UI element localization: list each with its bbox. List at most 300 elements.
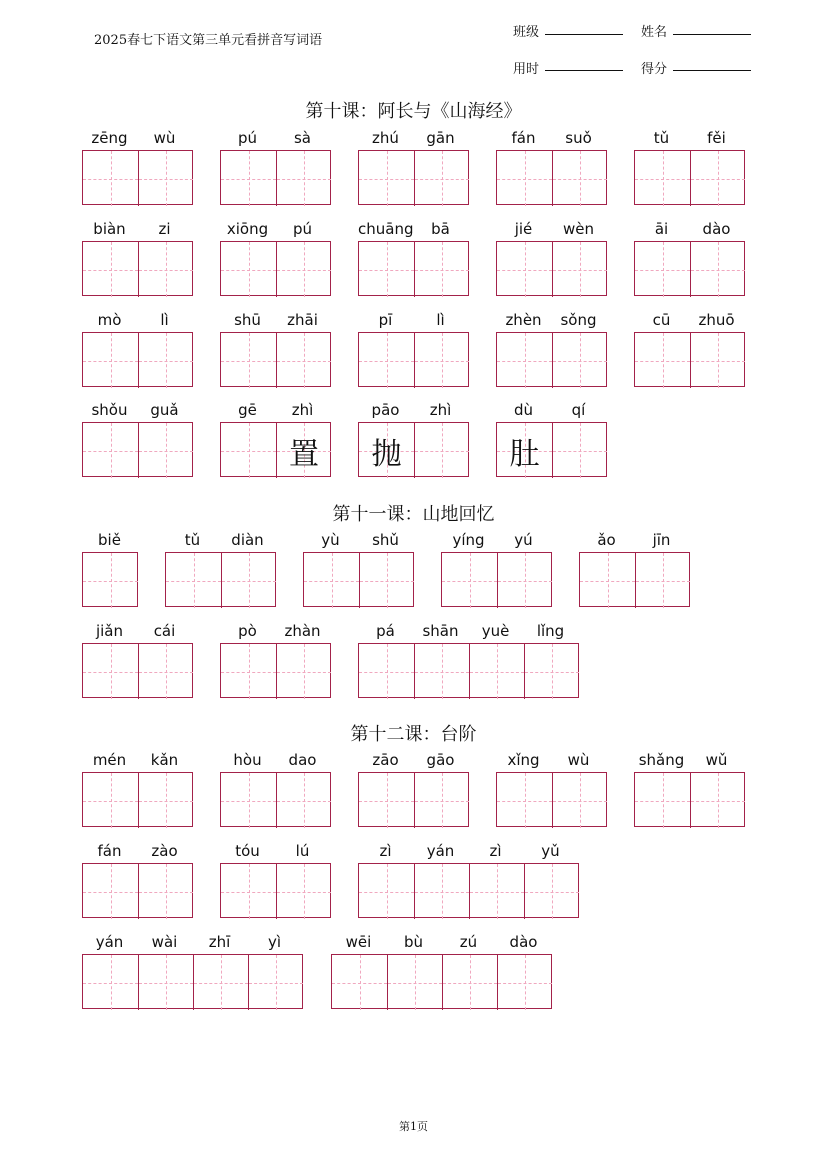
pinyin-syllable: yì [267,933,282,951]
pinyin-syllable: dao [288,751,317,769]
pinyin-syllable: zēng [91,129,128,147]
writing-cell[interactable] [221,864,276,919]
pinyin-syllable: gān [426,129,455,147]
given-character [442,553,497,608]
writing-grid [331,954,552,1009]
writing-grid [496,150,607,205]
pinyin-syllable: jiǎn [95,622,124,640]
pinyin-row [82,400,192,420]
writing-cell[interactable] [690,333,745,388]
given-character [553,773,607,828]
given-character [222,553,276,608]
pinyin-syllable: bā [431,220,450,238]
writing-cell[interactable] [83,955,138,1010]
writing-cell[interactable] [635,151,690,206]
writing-grid [496,241,607,296]
pinyin-row [82,310,192,330]
given-character [359,151,414,206]
lesson-title: 第十二课：台阶 [350,724,477,745]
writing-cell[interactable] [276,423,331,478]
pinyin-syllable: gē [238,401,257,419]
pinyin-syllable: wèn [562,220,594,238]
writing-cell[interactable] [497,333,552,388]
given-character [415,242,469,297]
pinyin-syllable: dào [702,220,731,238]
writing-cell[interactable] [221,333,276,388]
word-item [634,750,745,830]
pinyin-syllable: zāo [372,751,399,769]
given-character [83,955,138,1010]
given-character [497,333,552,388]
writing-cell[interactable] [193,955,248,1010]
writing-cell[interactable] [221,151,276,206]
pinyin-syllable: hòu [233,751,262,769]
writing-cell[interactable] [469,644,524,699]
writing-cell[interactable] [83,773,138,828]
given-character [166,553,221,608]
pinyin-syllable: lú [295,842,310,860]
word-item [358,128,469,208]
word-item [358,621,579,701]
pinyin-row [634,750,744,770]
pinyin-syllable: ǎo [597,531,616,549]
writing-cell[interactable] [690,242,745,297]
pinyin-syllable: mò [97,311,122,329]
pinyin-row [634,310,744,330]
pinyin-syllable: yú [514,531,533,549]
pinyin-syllable: gāo [426,751,455,769]
given-character [139,644,193,699]
pinyin-row [220,400,330,420]
writing-cell[interactable] [414,773,469,828]
given-character [553,151,607,206]
writing-cell[interactable] [138,773,193,828]
pinyin-syllable: zhì [429,401,452,419]
writing-cell[interactable] [83,644,138,699]
word-item [331,932,552,1012]
writing-grid [82,863,193,918]
writing-cell[interactable] [497,151,552,206]
writing-cell[interactable] [552,773,607,828]
writing-cell[interactable] [414,864,469,919]
pinyin-row [358,621,578,641]
pinyin-syllable: tóu [235,842,260,860]
word-item [220,219,331,299]
given-character [636,553,690,608]
given-character [194,955,248,1010]
writing-cell[interactable] [83,553,138,608]
given-character [360,553,414,608]
writing-cell[interactable] [497,242,552,297]
writing-cell[interactable] [442,553,497,608]
given-character: 置 [289,436,319,472]
pinyin-syllable: lì [436,311,445,329]
given-character [139,242,193,297]
word-item [165,530,276,610]
writing-cell[interactable] [138,151,193,206]
pinyin-syllable: zhuō [698,311,735,329]
given-character [359,864,414,919]
pinyin-syllable: shǎng [638,751,685,769]
writing-cell[interactable] [138,955,193,1010]
writing-cell[interactable] [304,553,359,608]
pinyin-syllable: pú [292,220,313,238]
writing-grid [82,552,138,607]
pinyin-row [82,932,302,952]
given-character [139,151,193,206]
pinyin-syllable: wù [567,751,590,769]
writing-grid [441,552,552,607]
class-label: 班级 [513,25,540,40]
pinyin-syllable: lì [160,311,169,329]
given-character [304,553,359,608]
given-character [415,644,469,699]
given-character [139,864,193,919]
writing-cell[interactable] [248,955,303,1010]
writing-cell[interactable] [635,242,690,297]
pinyin-syllable: shǒu [91,401,128,419]
writing-grid [82,422,193,477]
writing-cell[interactable] [276,773,331,828]
given-character [221,644,276,699]
writing-cell[interactable] [359,644,414,699]
given-character [415,864,469,919]
name-label: 姓名 [641,25,668,40]
writing-cell[interactable] [166,553,221,608]
pinyin-row [82,750,192,770]
pinyin-syllable: tǔ [653,129,670,147]
pinyin-syllable: jié [514,220,533,238]
writing-cell[interactable] [138,423,193,478]
pinyin-row [358,750,468,770]
given-character [415,333,469,388]
pinyin-syllable: xǐng [507,751,540,769]
given-character [249,955,303,1010]
given-character [221,333,276,388]
writing-cell[interactable] [635,333,690,388]
writing-cell[interactable] [497,773,552,828]
writing-cell[interactable] [580,553,635,608]
given-character [525,644,579,699]
pinyin-syllable: pò [238,622,257,640]
writing-cell[interactable] [359,773,414,828]
writing-cell[interactable] [414,333,469,388]
writing-cell[interactable] [414,423,469,478]
pinyin-syllable: yán [426,842,455,860]
pinyin-row [82,219,192,239]
pinyin-syllable: pá [376,622,395,640]
given-character [553,242,607,297]
writing-cell[interactable] [138,333,193,388]
writing-cell[interactable] [690,151,745,206]
word-item [634,219,745,299]
pinyin-syllable: zì [489,842,502,860]
writing-cell[interactable] [138,864,193,919]
writing-grid [358,332,469,387]
pinyin-syllable: zi [158,220,171,238]
pinyin-row [496,750,606,770]
word-item [303,530,414,610]
writing-cell[interactable] [138,644,193,699]
given-character: 抛 [371,436,402,472]
word-item [358,400,469,480]
given-character [580,553,635,608]
pinyin-syllable: wēi [345,933,372,951]
word-item [220,750,331,830]
given-character [498,553,552,608]
writing-cell[interactable] [359,151,414,206]
writing-grid [82,150,193,205]
given-character [83,151,138,206]
writing-grid [82,772,193,827]
given-character [525,864,579,919]
writing-cell[interactable] [138,242,193,297]
pinyin-row [165,530,275,550]
writing-grid [220,422,331,477]
word-item [220,621,331,701]
given-character [277,333,331,388]
given-character [221,864,276,919]
writing-cell[interactable] [552,151,607,206]
given-character [221,151,276,206]
writing-cell[interactable] [359,553,414,608]
writing-cell[interactable] [221,773,276,828]
class-field-line[interactable] [545,34,623,35]
writing-grid [358,422,469,477]
writing-cell[interactable] [276,644,331,699]
writing-cell[interactable] [414,644,469,699]
score-field-line[interactable] [673,70,751,71]
pinyin-syllable: sǒng [560,311,597,329]
pinyin-syllable: pú [237,129,258,147]
writing-cell[interactable] [83,151,138,206]
pinyin-syllable: suǒ [565,129,592,147]
writing-cell[interactable] [497,955,552,1010]
writing-cell[interactable] [276,242,331,297]
given-character [83,553,138,608]
word-item [82,841,193,921]
given-character [221,423,276,478]
writing-grid [220,332,331,387]
pinyin-syllable: cū [652,311,671,329]
pinyin-row [496,128,606,148]
given-character [359,773,414,828]
writing-cell[interactable] [442,955,497,1010]
word-item [82,400,193,480]
writing-grid [634,241,745,296]
word-item [82,530,138,610]
pinyin-syllable: āi [654,220,669,238]
pinyin-syllable: sà [293,129,311,147]
writing-cell[interactable] [276,864,331,919]
writing-cell[interactable] [414,151,469,206]
writing-cell[interactable] [414,242,469,297]
given-character [497,151,552,206]
word-item [82,621,193,701]
word-item [496,128,607,208]
given-character [691,151,745,206]
pinyin-syllable: dào [509,933,538,951]
writing-grid [634,332,745,387]
pinyin-syllable: mén [92,751,127,769]
writing-cell[interactable] [387,955,442,1010]
pinyin-row [441,530,551,550]
pinyin-syllable: diàn [231,531,264,549]
pinyin-row [303,530,413,550]
pinyin-syllable: zhàn [284,622,321,640]
writing-cell[interactable] [359,423,414,478]
writing-grid [220,241,331,296]
word-item [496,400,607,480]
pinyin-syllable: lǐng [536,622,565,640]
time-field-line[interactable] [545,70,623,71]
pinyin-syllable: fán [511,129,536,147]
given-character [553,423,607,478]
given-character [470,864,524,919]
writing-cell[interactable] [635,553,690,608]
writing-cell[interactable] [635,773,690,828]
given-character [221,242,276,297]
writing-cell[interactable] [469,864,524,919]
word-item [82,932,303,1012]
writing-cell[interactable] [524,644,579,699]
given-character [359,644,414,699]
pinyin-row [358,310,468,330]
lesson-title: 第十一课：山地回忆 [332,504,495,525]
given-character [635,773,690,828]
given-character [415,773,469,828]
writing-cell[interactable] [221,242,276,297]
word-item [358,310,469,390]
writing-cell[interactable] [359,242,414,297]
given-character [553,333,607,388]
writing-cell[interactable] [690,773,745,828]
writing-cell[interactable] [83,423,138,478]
writing-cell[interactable] [332,955,387,1010]
writing-grid [496,772,607,827]
pinyin-row [220,310,330,330]
writing-grid [496,332,607,387]
document-title: 2025春七下语文第三单元看拼音写词语 [94,33,323,48]
pinyin-row [220,841,330,861]
page-number: 第1页 [399,1120,428,1133]
pinyin-syllable: shū [234,311,261,329]
name-field-line[interactable] [673,34,751,35]
writing-cell[interactable] [497,553,552,608]
given-character [635,333,690,388]
given-character [277,864,331,919]
given-character [635,242,690,297]
pinyin-row [220,128,330,148]
pinyin-row [220,750,330,770]
writing-grid [82,241,193,296]
pinyin-row [82,621,192,641]
given-character [83,423,138,478]
pinyin-syllable: shǔ [372,531,399,549]
pinyin-syllable: yán [95,933,124,951]
writing-cell[interactable] [359,864,414,919]
writing-grid [358,241,469,296]
writing-grid [634,150,745,205]
word-item [358,841,579,921]
writing-cell[interactable] [552,333,607,388]
given-character [443,955,497,1010]
word-item [579,530,690,610]
writing-cell[interactable] [552,242,607,297]
writing-cell[interactable] [524,864,579,919]
pinyin-row [82,530,137,550]
pinyin-syllable: bù [403,933,424,951]
writing-grid [82,954,303,1009]
pinyin-syllable: yuè [481,622,510,640]
word-item [358,219,469,299]
writing-grid [303,552,414,607]
given-character [359,333,414,388]
lesson-title: 第十课：阿长与《山海经》 [305,101,522,122]
pinyin-syllable: wài [151,933,178,951]
writing-cell[interactable] [276,151,331,206]
word-item [634,128,745,208]
writing-cell[interactable] [497,423,552,478]
writing-grid [82,332,193,387]
given-character [83,773,138,828]
writing-grid [220,643,331,698]
pinyin-row [579,530,689,550]
pinyin-syllable: pī [378,311,393,329]
writing-cell[interactable] [83,864,138,919]
writing-cell[interactable] [552,423,607,478]
writing-grid [634,772,745,827]
given-character [277,151,331,206]
pinyin-syllable: guǎ [150,401,179,419]
given-character [497,242,552,297]
pinyin-row [358,219,468,239]
given-character [497,773,552,828]
writing-cell[interactable] [276,333,331,388]
time-label: 用时 [513,62,540,77]
pinyin-row [82,841,192,861]
given-character [139,955,193,1010]
pinyin-row [220,621,330,641]
pinyin-syllable: wǔ [705,751,728,769]
writing-cell[interactable] [221,553,276,608]
pinyin-syllable: chuāng [358,220,414,238]
writing-cell[interactable] [83,333,138,388]
pinyin-syllable: tǔ [184,531,201,549]
writing-grid [220,863,331,918]
given-character [221,773,276,828]
pinyin-syllable: yíng [452,531,485,549]
writing-grid [220,772,331,827]
given-character [139,423,193,478]
given-character: 肚 [509,436,540,472]
given-character [332,955,387,1010]
writing-cell[interactable] [359,333,414,388]
writing-cell[interactable] [221,644,276,699]
given-character [277,242,331,297]
pinyin-syllable: yǔ [541,842,560,860]
pinyin-row [331,932,551,952]
word-item [496,310,607,390]
given-character [83,864,138,919]
pinyin-row [496,219,606,239]
writing-cell[interactable] [83,242,138,297]
given-character [470,644,524,699]
pinyin-syllable: zú [459,933,478,951]
word-item [441,530,552,610]
writing-cell[interactable] [221,423,276,478]
word-item [220,128,331,208]
